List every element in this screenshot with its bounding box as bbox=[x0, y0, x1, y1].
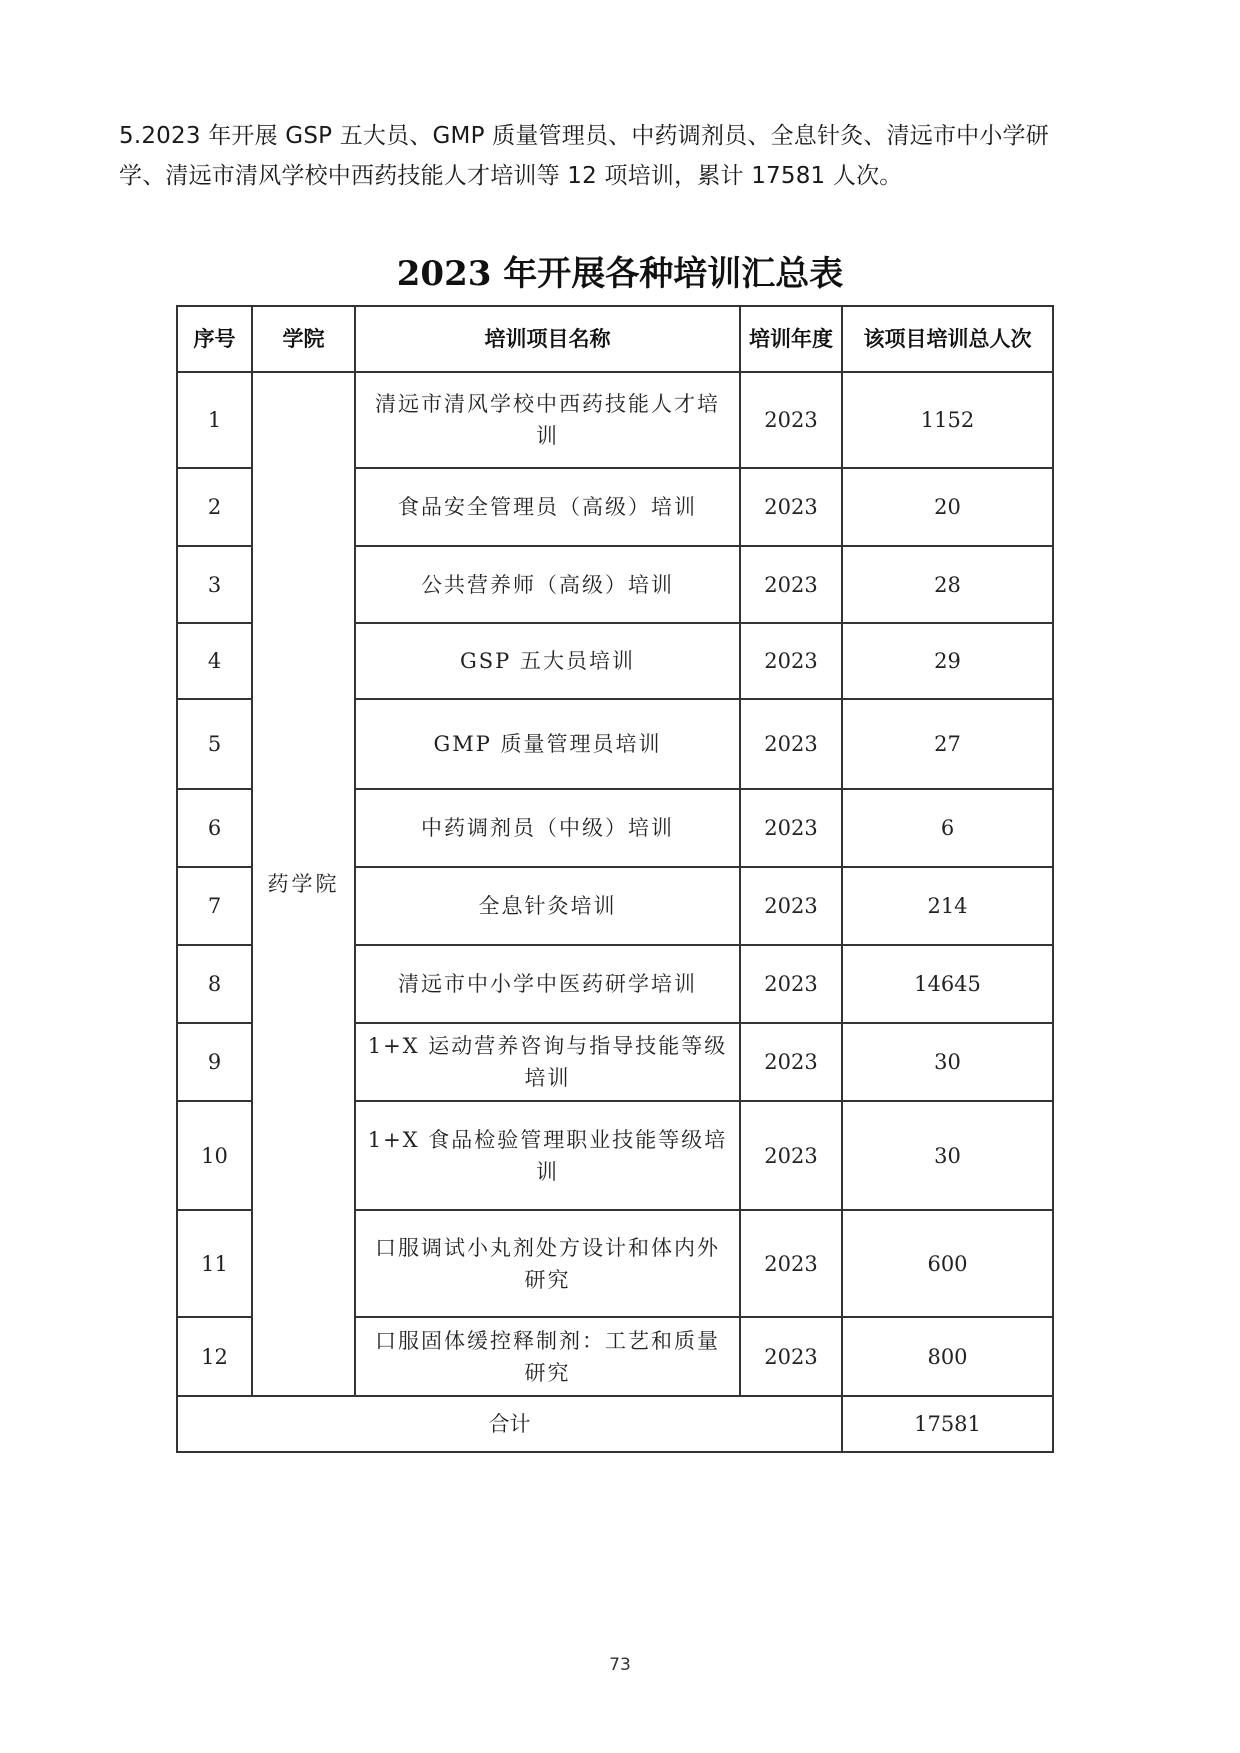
row-index: 10 bbox=[177, 1101, 252, 1210]
row-year: 2023 bbox=[740, 1101, 842, 1210]
row-index: 11 bbox=[177, 1210, 252, 1317]
row-total: 800 bbox=[842, 1317, 1053, 1396]
table-header-row bbox=[177, 306, 1053, 372]
college-cell: 药学院 bbox=[252, 372, 355, 1396]
row-index: 3 bbox=[177, 546, 252, 623]
table-title: 2023 年开展各种培训汇总表 bbox=[396, 254, 844, 294]
row-total: 14645 bbox=[842, 945, 1053, 1023]
row-year: 2023 bbox=[740, 1023, 842, 1101]
row-total: 29 bbox=[842, 623, 1053, 699]
row-year: 2023 bbox=[740, 867, 842, 945]
intro-paragraph bbox=[119, 116, 1119, 196]
header-college: 学院 bbox=[252, 306, 355, 372]
row-year: 2023 bbox=[740, 699, 842, 789]
row-project-name: GMP 质量管理员培训 bbox=[355, 699, 740, 789]
table-row bbox=[177, 372, 1053, 468]
row-total: 28 bbox=[842, 546, 1053, 623]
row-total: 27 bbox=[842, 699, 1053, 789]
row-year: 2023 bbox=[740, 546, 842, 623]
row-project-name: 清远市清风学校中西药技能人才培训 bbox=[355, 372, 740, 468]
footer-total: 17581 bbox=[842, 1396, 1053, 1452]
header-project: 培训项目名称 bbox=[355, 306, 740, 372]
row-year: 2023 bbox=[740, 789, 842, 867]
header-total: 该项目培训总人次 bbox=[842, 306, 1053, 372]
row-year: 2023 bbox=[740, 468, 842, 546]
row-project-name: 食品安全管理员（高级）培训 bbox=[355, 468, 740, 546]
row-total: 600 bbox=[842, 1210, 1053, 1317]
row-total: 30 bbox=[842, 1101, 1053, 1210]
row-total: 214 bbox=[842, 867, 1053, 945]
row-index: 12 bbox=[177, 1317, 252, 1396]
footer-label: 合计 bbox=[177, 1396, 842, 1452]
row-index: 5 bbox=[177, 699, 252, 789]
table-footer-row bbox=[177, 1396, 1053, 1452]
row-year: 2023 bbox=[740, 1210, 842, 1317]
row-project-name: GSP 五大员培训 bbox=[355, 623, 740, 699]
row-project-name: 全息针灸培训 bbox=[355, 867, 740, 945]
page-number: 73 bbox=[609, 1655, 631, 1675]
row-project-name: 口服调试小丸剂处方设计和体内外研究 bbox=[355, 1210, 740, 1317]
row-index: 9 bbox=[177, 1023, 252, 1101]
row-total: 30 bbox=[842, 1023, 1053, 1101]
row-year: 2023 bbox=[740, 623, 842, 699]
row-index: 4 bbox=[177, 623, 252, 699]
row-index: 1 bbox=[177, 372, 252, 468]
row-project-name: 清远市中小学中医药研学培训 bbox=[355, 945, 740, 1023]
row-year: 2023 bbox=[740, 372, 842, 468]
intro-line-1: 5.2023 年开展 GSP 五大员、GMP 质量管理员、中药调剂员、全息针灸、清远市中小学研 bbox=[119, 123, 1049, 149]
header-index: 序号 bbox=[177, 306, 252, 372]
row-index: 8 bbox=[177, 945, 252, 1023]
header-year: 培训年度 bbox=[740, 306, 842, 372]
row-total: 1152 bbox=[842, 372, 1053, 468]
row-index: 2 bbox=[177, 468, 252, 546]
row-total: 6 bbox=[842, 789, 1053, 867]
training-summary-table bbox=[176, 305, 1054, 1453]
row-project-name: 口服固体缓控释制剂：工艺和质量研究 bbox=[355, 1317, 740, 1396]
row-project-name: 1+X 运动营养咨询与指导技能等级培训 bbox=[355, 1023, 740, 1101]
row-total: 20 bbox=[842, 468, 1053, 546]
row-year: 2023 bbox=[740, 1317, 842, 1396]
row-year: 2023 bbox=[740, 945, 842, 1023]
row-project-name: 中药调剂员（中级）培训 bbox=[355, 789, 740, 867]
intro-line-2: 学、清远市清风学校中西药技能人才培训等 12 项培训，累计 17581 人次。 bbox=[119, 163, 903, 189]
row-index: 7 bbox=[177, 867, 252, 945]
row-project-name: 1+X 食品检验管理职业技能等级培训 bbox=[355, 1101, 740, 1210]
row-project-name: 公共营养师（高级）培训 bbox=[355, 546, 740, 623]
row-index: 6 bbox=[177, 789, 252, 867]
